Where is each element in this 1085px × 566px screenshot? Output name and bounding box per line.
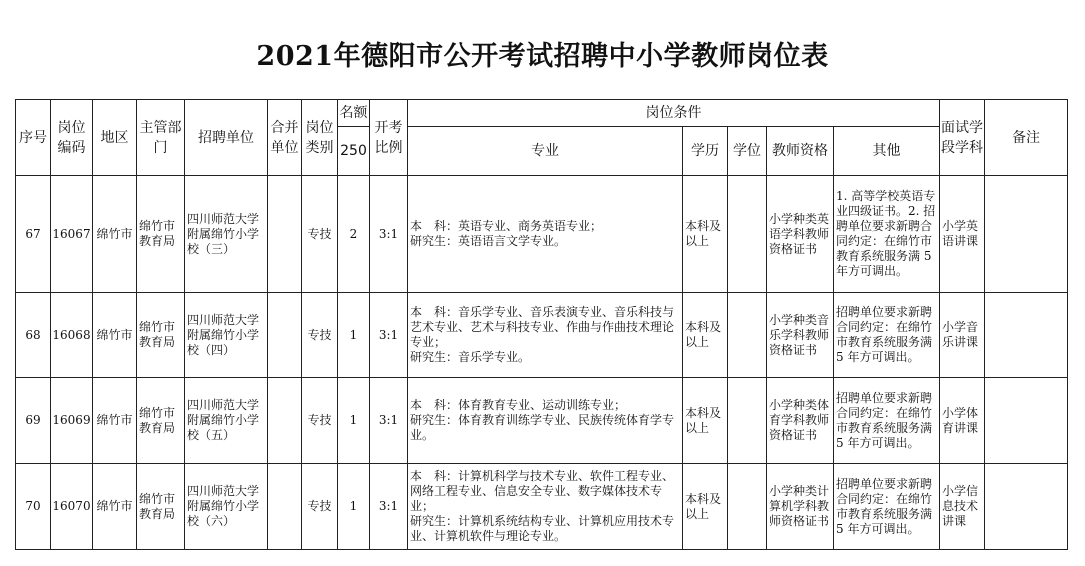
cell-remarks	[985, 378, 1068, 464]
major-graduate: 研究生：音乐学专业。	[410, 350, 531, 364]
cell-ratio: 3:1	[370, 464, 408, 550]
cell-code: 16069	[51, 378, 93, 464]
major-undergrad: 本 科：英语专业、商务英语专业；	[410, 219, 603, 233]
header-merged: 合并单位	[268, 100, 302, 176]
cell-seq: 68	[16, 293, 51, 378]
cell-other: 招聘单位要求新聘合同约定：在绵竹市教育系统服务满 5 年方可调出。	[834, 293, 940, 378]
cell-code: 16067	[51, 176, 93, 293]
major-undergrad: 本 科：音乐学专业、音乐表演专业、音乐科技与艺术专业、艺术与科技专业、作曲与作曲技术理论专业；	[410, 305, 675, 349]
header-unit: 招聘单位	[185, 100, 268, 176]
cell-unit: 四川师范大学附属绵竹小学校（五）	[185, 378, 268, 464]
cell-authority: 绵竹市教育局	[137, 464, 185, 550]
cell-authority: 绵竹市教育局	[137, 176, 185, 293]
cell-merged	[268, 176, 302, 293]
header-interview: 面试学段学科	[940, 100, 985, 176]
cell-major	[408, 378, 683, 464]
cell-quota: 2	[338, 176, 370, 293]
cell-major	[408, 176, 683, 293]
cell-degree	[728, 176, 767, 293]
header-remarks: 备注	[985, 100, 1068, 176]
cell-remarks	[985, 293, 1068, 378]
cell-code: 16070	[51, 464, 93, 550]
cell-authority: 绵竹市教育局	[137, 378, 185, 464]
header-major: 专业	[408, 127, 683, 176]
cell-degree	[728, 378, 767, 464]
header-region: 地区	[93, 100, 137, 176]
cell-ratio: 3:1	[370, 378, 408, 464]
cell-unit: 四川师范大学附属绵竹小学校（四）	[185, 293, 268, 378]
header-quota-total: 250	[338, 127, 370, 176]
cell-merged	[268, 293, 302, 378]
cell-merged	[268, 378, 302, 464]
cell-seq: 67	[16, 176, 51, 293]
cell-unit: 四川师范大学附属绵竹小学校（三）	[185, 176, 268, 293]
cell-other: 招聘单位要求新聘合同约定：在绵竹市教育系统服务满 5 年方可调出。	[834, 378, 940, 464]
positions-table	[15, 99, 1068, 550]
cell-other: 1. 高等学校英语专业四级证书。2. 招聘单位要求新聘合同约定：在绵竹市教育系统服务满 5 年方可调出。	[834, 176, 940, 293]
cell-qual: 小学种类计算机学科教师资格证书	[767, 464, 834, 550]
header-edu: 学历	[683, 127, 728, 176]
cell-region: 绵竹市	[93, 464, 137, 550]
cell-edu: 本科及以上	[683, 176, 728, 293]
cell-qual: 小学种类音乐学科教师资格证书	[767, 293, 834, 378]
header-quota: 名额	[338, 100, 370, 127]
cell-edu: 本科及以上	[683, 378, 728, 464]
header-post-code: 岗位编码	[51, 100, 93, 176]
cell-quota: 1	[338, 464, 370, 550]
cell-seq: 69	[16, 378, 51, 464]
header-ratio: 开考比例	[370, 100, 408, 176]
cell-major	[408, 464, 683, 550]
header-degree: 学位	[728, 127, 767, 176]
header-conditions: 岗位条件	[408, 100, 940, 127]
major-graduate: 研究生：体育教育训练学专业、民族传统体育学专业。	[410, 413, 675, 442]
header-authority: 主管部门	[137, 100, 185, 176]
cell-code: 16068	[51, 293, 93, 378]
table-row	[16, 464, 1068, 550]
major-undergrad: 本 科：体育教育专业、运动训练专业；	[410, 398, 627, 412]
page-title: 2021年德阳市公开考试招聘中小学教师岗位表	[256, 41, 829, 72]
major-graduate: 研究生：英语语言文学专业。	[410, 234, 567, 248]
cell-quota: 1	[338, 378, 370, 464]
header-seq: 序号	[16, 100, 51, 176]
header-other: 其他	[834, 127, 940, 176]
table-row	[16, 378, 1068, 464]
cell-remarks	[985, 464, 1068, 550]
cell-interview: 小学体育讲课	[940, 378, 985, 464]
table-row	[16, 293, 1068, 378]
cell-edu: 本科及以上	[683, 464, 728, 550]
cell-type: 专技	[302, 378, 338, 464]
cell-degree	[728, 293, 767, 378]
major-undergrad: 本 科：计算机科学与技术专业、软件工程专业、网络工程专业、信息安全专业、数字媒体技术专业；	[410, 469, 675, 513]
cell-ratio: 3:1	[370, 176, 408, 293]
cell-edu: 本科及以上	[683, 293, 728, 378]
cell-seq: 70	[16, 464, 51, 550]
cell-qual: 小学种类体育学科教师资格证书	[767, 378, 834, 464]
cell-interview: 小学信息技术讲课	[940, 464, 985, 550]
cell-region: 绵竹市	[93, 293, 137, 378]
cell-authority: 绵竹市教育局	[137, 293, 185, 378]
cell-unit: 四川师范大学附属绵竹小学校（六）	[185, 464, 268, 550]
cell-ratio: 3:1	[370, 293, 408, 378]
cell-region: 绵竹市	[93, 378, 137, 464]
cell-degree	[728, 464, 767, 550]
header-teacher-qual: 教师资格	[767, 127, 834, 176]
cell-quota: 1	[338, 293, 370, 378]
cell-interview: 小学音乐讲课	[940, 293, 985, 378]
cell-type: 专技	[302, 176, 338, 293]
cell-qual: 小学种类英语学科教师资格证书	[767, 176, 834, 293]
table-row	[16, 176, 1068, 293]
cell-interview: 小学英语讲课	[940, 176, 985, 293]
header-row-top	[16, 100, 1068, 127]
cell-remarks	[985, 176, 1068, 293]
header-post-type: 岗位类别	[302, 100, 338, 176]
cell-type: 专技	[302, 293, 338, 378]
major-graduate: 研究生：计算机系统结构专业、计算机应用技术专业、计算机软件与理论专业。	[410, 514, 675, 543]
cell-type: 专技	[302, 464, 338, 550]
cell-merged	[268, 464, 302, 550]
cell-other: 招聘单位要求新聘合同约定：在绵竹市教育系统服务满 5 年方可调出。	[834, 464, 940, 550]
cell-region: 绵竹市	[93, 176, 137, 293]
cell-major	[408, 293, 683, 378]
